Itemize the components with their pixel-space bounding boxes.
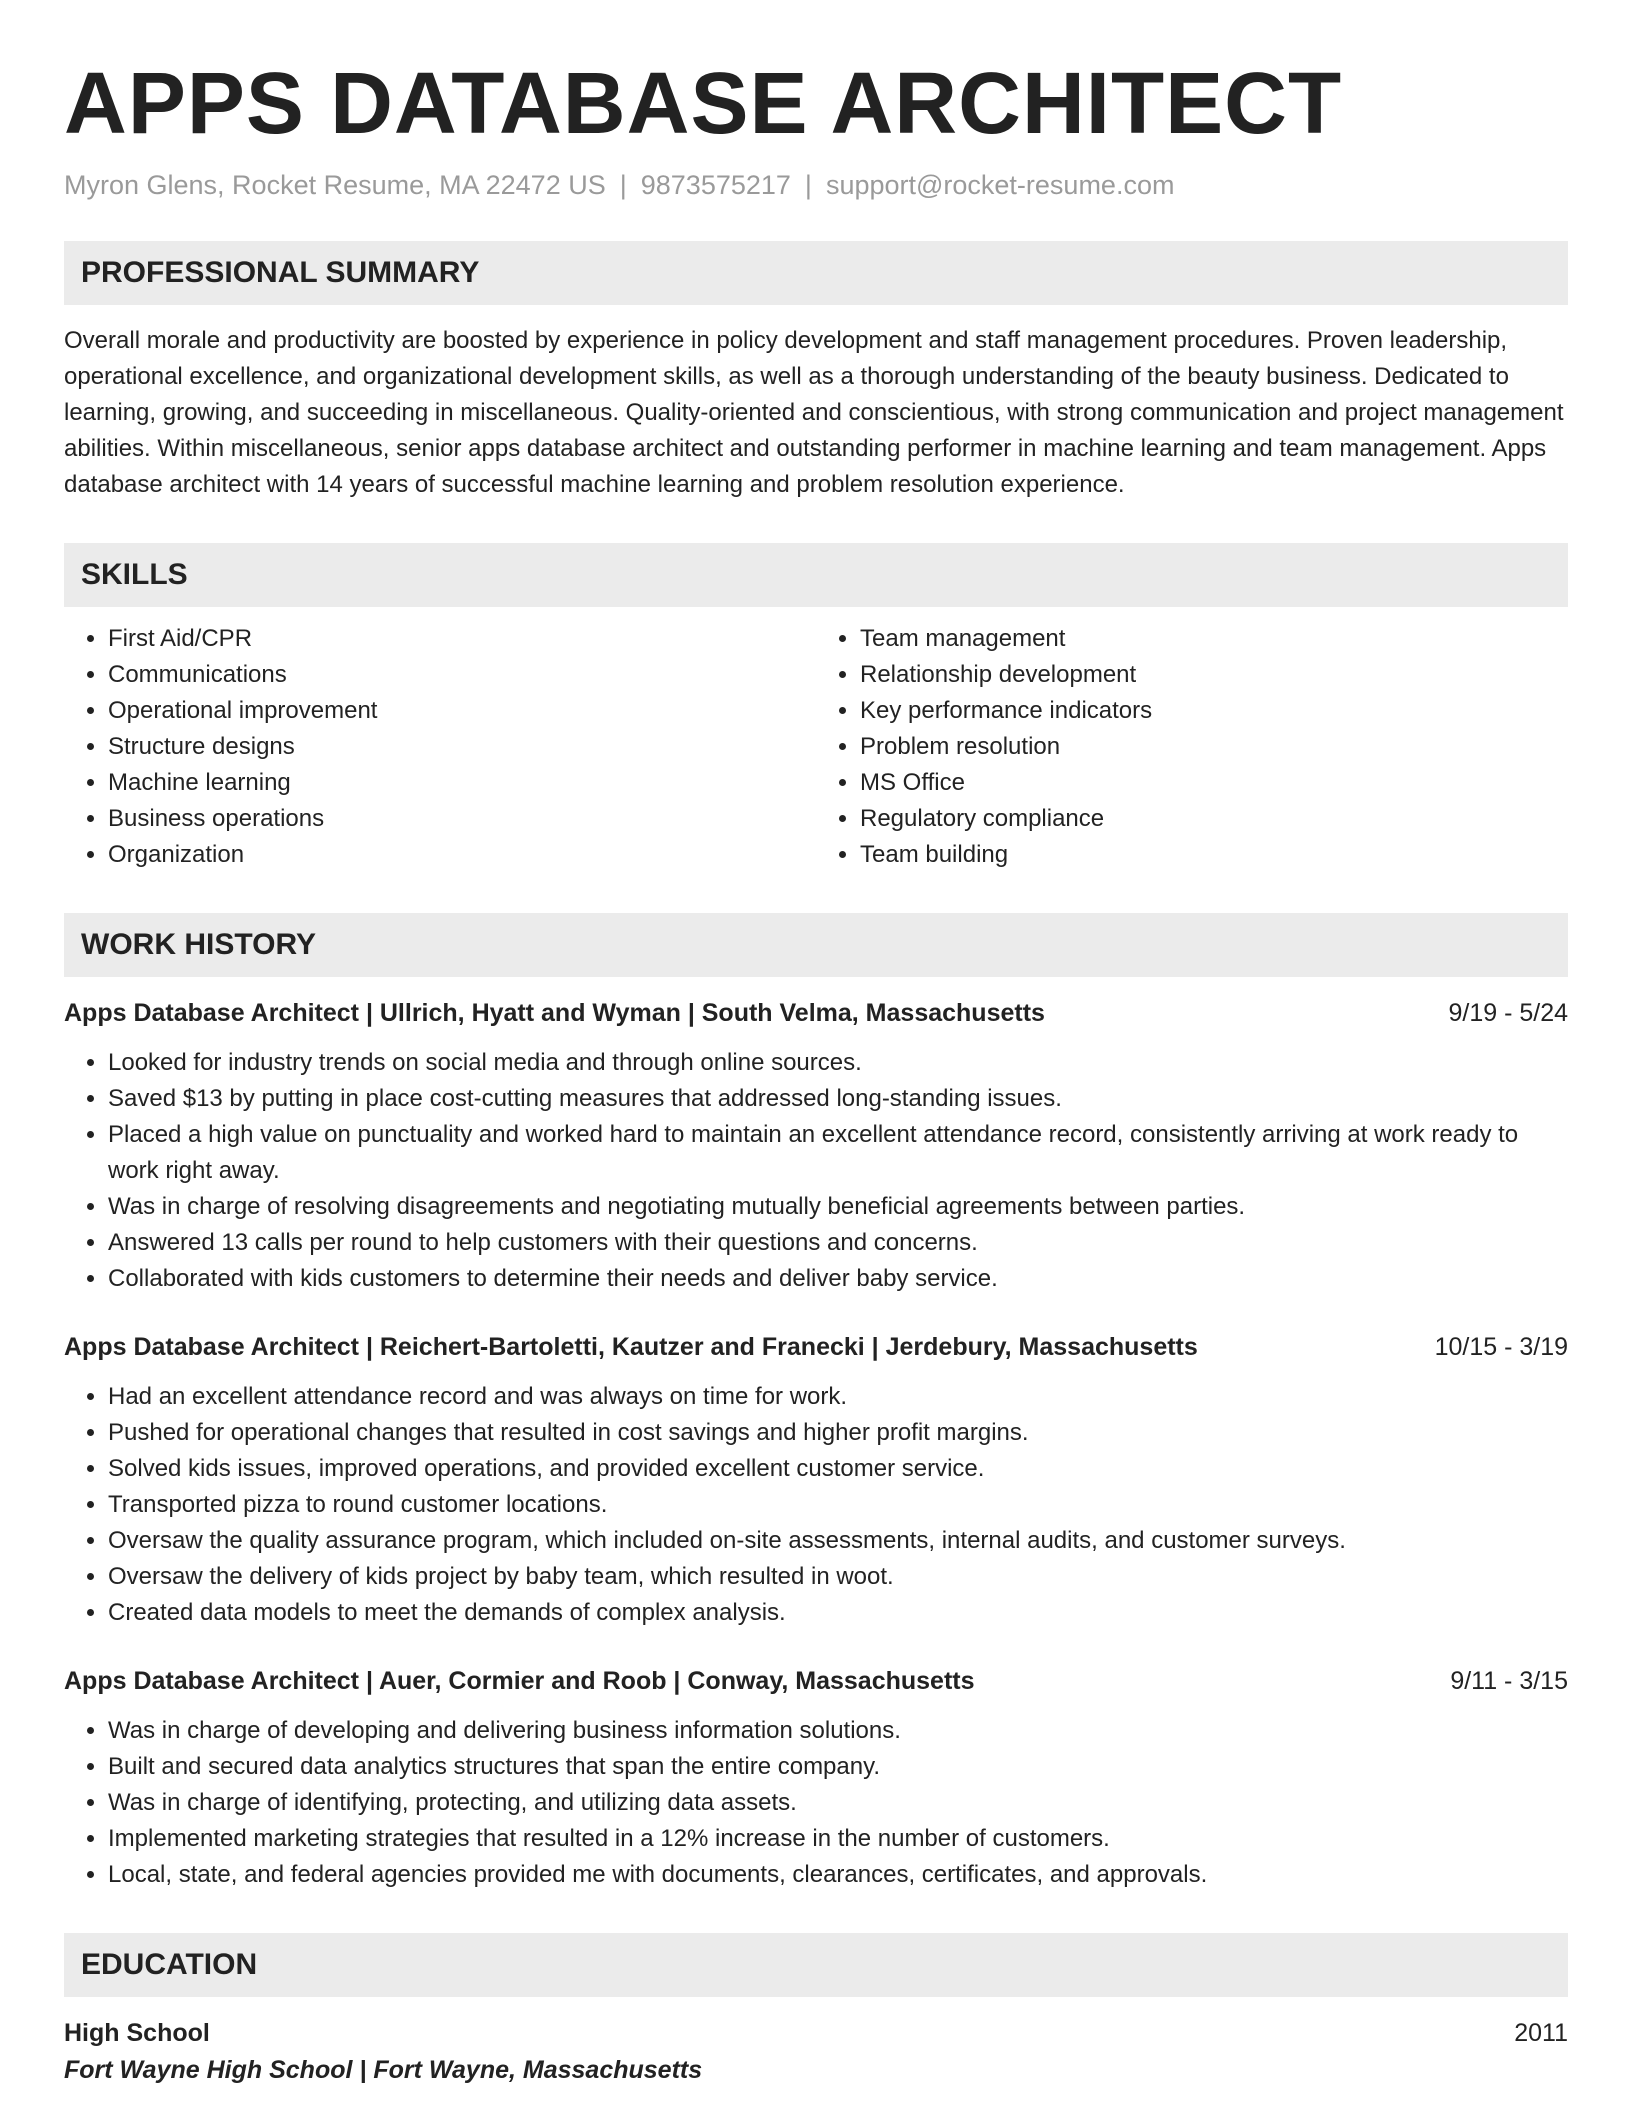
skill-item: • Organization — [108, 837, 816, 873]
skills-heading: SKILLS — [64, 543, 1568, 607]
job-bullet: • Was in charge of developing and delivering business information solutions. — [108, 1713, 1568, 1749]
job-bullet: • Solved kids issues, improved operations, and provided excellent customer service. — [108, 1451, 1568, 1487]
skill-item: • Team building — [860, 837, 1568, 873]
job-bullet: • Transported pizza to round customer locations. — [108, 1487, 1568, 1523]
job-bullet: • Saved $13 by putting in place cost-cutting measures that addressed long-standing issues. — [108, 1081, 1568, 1117]
skill-item: • Problem resolution — [860, 729, 1568, 765]
contact-separator: | — [804, 169, 812, 200]
job-bullet: • Collaborated with kids customers to determine their needs and deliver baby service. — [108, 1261, 1568, 1297]
job-bullet: • Oversaw the delivery of kids project by baby team, which resulted in woot. — [108, 1559, 1568, 1595]
job-title: Apps Database Architect | Reichert-Bartoletti, Kautzer and Franecki | Jerdebury, Massachusetts — [64, 1332, 1198, 1361]
skills-list — [64, 621, 1568, 873]
job-header — [64, 1329, 1568, 1365]
education-school: Fort Wayne High School | Fort Wayne, Massachusetts — [64, 2055, 703, 2084]
job-bullet: • Created data models to meet the demands of complex analysis. — [108, 1595, 1568, 1631]
education-entry — [64, 2015, 1568, 2089]
skill-item: • Team management — [860, 621, 1568, 657]
skill-item: • Regulatory compliance — [860, 801, 1568, 837]
skill-item: • Machine learning — [108, 765, 816, 801]
job-title: Apps Database Architect | Ullrich, Hyatt and Wyman | South Velma, Massachusetts — [64, 998, 1045, 1027]
job-bullet: • Was in charge of resolving disagreements and negotiating mutually beneficial agreements between parties. — [108, 1189, 1568, 1225]
contact-email: support@rocket-resume.com — [825, 169, 1175, 200]
skill-item: • Key performance indicators — [860, 693, 1568, 729]
job-bullet: • Oversaw the quality assurance program, which included on-site assessments, internal audits, and customer surveys. — [108, 1523, 1568, 1559]
job-bullet: • Was in charge of identifying, protecting, and utilizing data assets. — [108, 1785, 1568, 1821]
job-entry — [64, 1329, 1568, 1631]
contact-phone: 9873575217 — [640, 169, 791, 200]
job-bullet: • Had an excellent attendance record and was always on time for work. — [108, 1379, 1568, 1415]
skills-column-right — [816, 621, 1568, 873]
job-bullets — [64, 1045, 1568, 1297]
summary-heading: PROFESSIONAL SUMMARY — [64, 241, 1568, 305]
education-heading: EDUCATION — [64, 1933, 1568, 1997]
job-dates: 10/15 - 3/19 — [1434, 1332, 1568, 1361]
contact-separator: | — [619, 169, 627, 200]
skill-item: • Structure designs — [108, 729, 816, 765]
skill-item: • Relationship development — [860, 657, 1568, 693]
job-bullet: • Pushed for operational changes that resulted in cost savings and higher profit margins. — [108, 1415, 1568, 1451]
job-entry — [64, 995, 1568, 1297]
job-bullet: • Placed a high value on punctuality and worked hard to maintain an excellent attendance record, consistently arriving at work ready to work right away. — [108, 1117, 1568, 1189]
job-bullets — [64, 1379, 1568, 1631]
work-history-list — [64, 995, 1568, 1893]
work-history-heading: WORK HISTORY — [64, 913, 1568, 977]
job-bullet: • Local, state, and federal agencies provided me with documents, clearances, certificates, and approvals. — [108, 1857, 1568, 1893]
job-title: Apps Database Architect | Auer, Cormier and Roob | Conway, Massachusetts — [64, 1666, 975, 1695]
contact-address: Myron Glens, Rocket Resume, MA 22472 US — [64, 169, 606, 200]
skill-item: • Business operations — [108, 801, 816, 837]
job-dates: 9/11 - 3/15 — [1450, 1666, 1568, 1695]
job-bullet: • Built and secured data analytics structures that span the entire company. — [108, 1749, 1568, 1785]
skill-item: • First Aid/CPR — [108, 621, 816, 657]
job-header — [64, 1663, 1568, 1699]
job-bullet: • Answered 13 calls per round to help customers with their questions and concerns. — [108, 1225, 1568, 1261]
page-title: APPS DATABASE ARCHITECT — [64, 55, 1343, 152]
skill-item: • Communications — [108, 657, 816, 693]
contact-line — [64, 170, 1568, 201]
job-bullet: • Implemented marketing strategies that resulted in a 12% increase in the number of customers. — [108, 1821, 1568, 1857]
job-bullets — [64, 1713, 1568, 1893]
job-bullet: • Looked for industry trends on social media and through online sources. — [108, 1045, 1568, 1081]
education-degree: High School — [64, 2018, 210, 2047]
skill-item: • MS Office — [860, 765, 1568, 801]
job-entry — [64, 1663, 1568, 1893]
education-year: 2011 — [1514, 2018, 1568, 2047]
summary-text: Overall morale and productivity are boosted by experience in policy development and staff management procedures. Proven leadership, operational excellence, and organizational development skills, as well as a thorough understanding of the beauty business. Dedicated to learning, growing, and succeeding in miscellaneous. Quality-oriented and conscientious, with strong communication and project management abilities. Within miscellaneous, senior apps database architect and outstanding performer in machine learning and team management. Apps database architect with 14 years of successful machine learning and problem resolution experience. — [64, 326, 1564, 498]
job-dates: 9/19 - 5/24 — [1448, 998, 1568, 1027]
skills-column-left — [64, 621, 816, 873]
skill-item: • Operational improvement — [108, 693, 816, 729]
job-header — [64, 995, 1568, 1031]
